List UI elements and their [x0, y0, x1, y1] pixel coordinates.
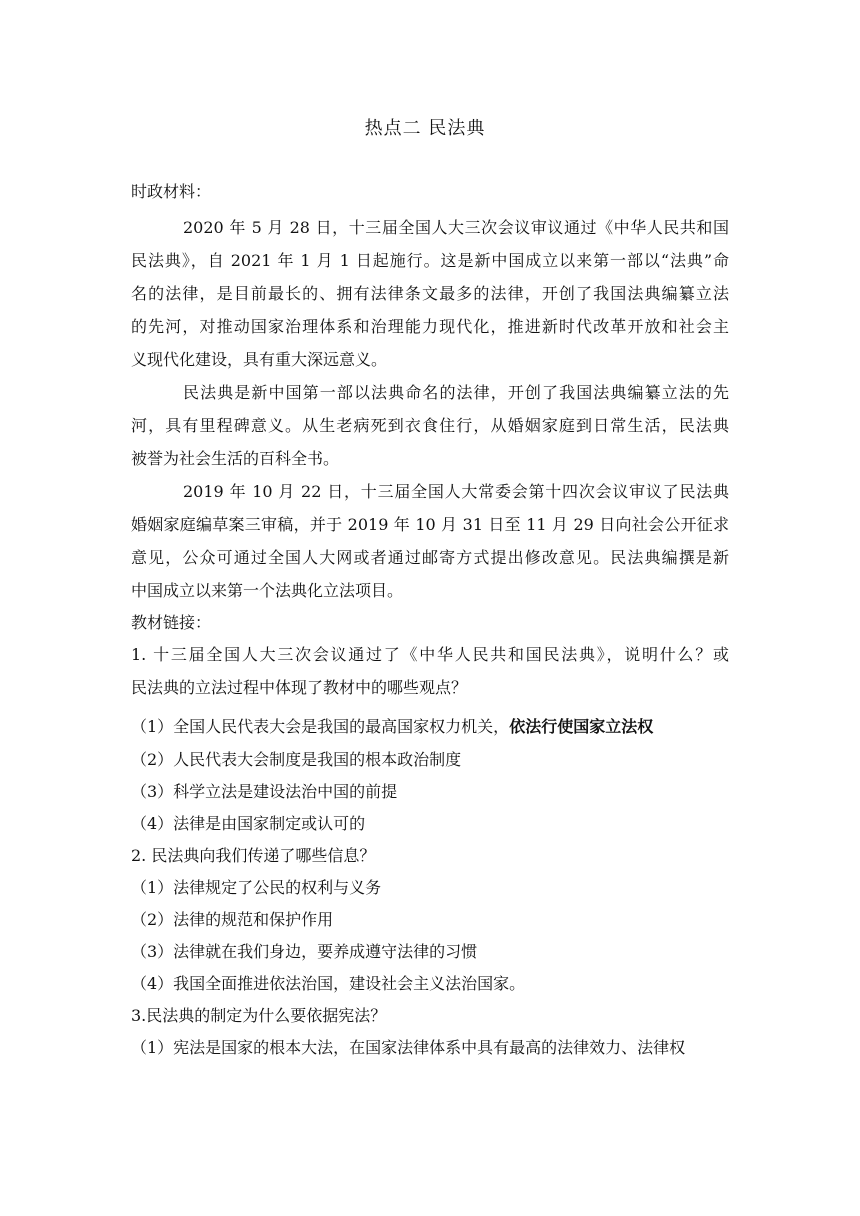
question-line: 3.民法典的制定为什么要依据宪法？ — [131, 1006, 387, 1025]
answer-item: （2）法律的规范和保护作用 — [131, 910, 334, 929]
question-2 — [131, 840, 729, 1000]
page-title: 热点二 民法典 — [364, 118, 486, 139]
answer-item: （4）法律是由国家制定或认可的 — [131, 814, 366, 833]
answer-item: （4）我国全面推进依法治国，建设社会主义法治国家。 — [131, 974, 526, 993]
answer-item: （1）宪法是国家的根本大法，在国家法律体系中具有最高的法律效力、法律权 — [131, 1038, 686, 1057]
paragraph-1 — [131, 211, 729, 376]
paragraph-line: 的先河，对推动国家治理体系和治理能力现代化，推进新时代改革开放和社会主 — [131, 317, 729, 336]
paragraph-line: 中国成立以来第一个法典化立法项目。 — [131, 581, 404, 600]
question-line: 1. 十三届全国人大三次会议通过了《中华人民共和国民法典》，说明什么？或 — [131, 645, 729, 664]
answer-item: （3）科学立法是建设法治中国的前提 — [131, 782, 398, 801]
paragraph-line: 意见，公众可通过全国人大网或者通过邮寄方式提出修改意见。民法典编撰是新 — [131, 548, 729, 567]
paragraph-line: 被誉为社会生活的百科全书。 — [131, 449, 340, 468]
question-line: 民法典的立法过程中体现了教材中的哪些观点？ — [131, 678, 468, 697]
answer-item-text: （1）全国人民代表大会是我国的最高国家权力机关， — [131, 717, 510, 736]
material-heading: 时政材料： — [131, 182, 212, 201]
paragraph-line: 2019 年 10 月 22 日，十三届全国人大常委会第十四次会议审议了民法典 — [183, 482, 729, 501]
paragraph-line: 河，具有里程碑意义。从生老病死到衣食住行，从婚姻家庭到日常生活，民法典 — [131, 416, 729, 435]
answer-item: （3）法律就在我们身边，要养成遵守法律的习惯 — [131, 942, 478, 961]
paragraph-line: 民法典是新中国第一部以法典命名的法律，开创了我国法典编纂立法的先 — [183, 383, 729, 402]
paragraph-line: 民法典》，自 2021 年 1 月 1 日起施行。这是新中国成立以来第一部以“法典”命 — [131, 251, 729, 270]
question-line: 2. 民法典向我们传递了哪些信息？ — [131, 846, 376, 865]
paragraph-line: 名的法律，是目前最长的、拥有法律条文最多的法律，开创了我国法典编纂立法 — [131, 284, 729, 303]
document-body — [131, 176, 729, 1064]
answer-item — [131, 710, 729, 744]
question-3 — [131, 1000, 729, 1064]
paragraph-line: 2020 年 5 月 28 日，十三届全国人大三次会议审议通过《中华人民共和国 — [183, 218, 729, 237]
paragraph-line: 婚姻家庭编草案三审稿，并于 2019 年 10 月 31 日至 11 月 29 日向社会公开征求 — [131, 515, 729, 534]
answer-item: （2）人民代表大会制度是我国的根本政治制度 — [131, 750, 462, 769]
question-1 — [131, 638, 729, 840]
answer-item-emphasis: 依法行使国家立法权 — [509, 717, 654, 736]
paragraph-3 — [131, 475, 729, 607]
paragraph-2 — [131, 376, 729, 475]
paragraph-line: 义现代化建设，具有重大深远意义。 — [131, 350, 388, 369]
answer-item: （1）法律规定了公民的权利与义务 — [131, 878, 382, 897]
textbook-heading: 教材链接： — [131, 613, 212, 632]
